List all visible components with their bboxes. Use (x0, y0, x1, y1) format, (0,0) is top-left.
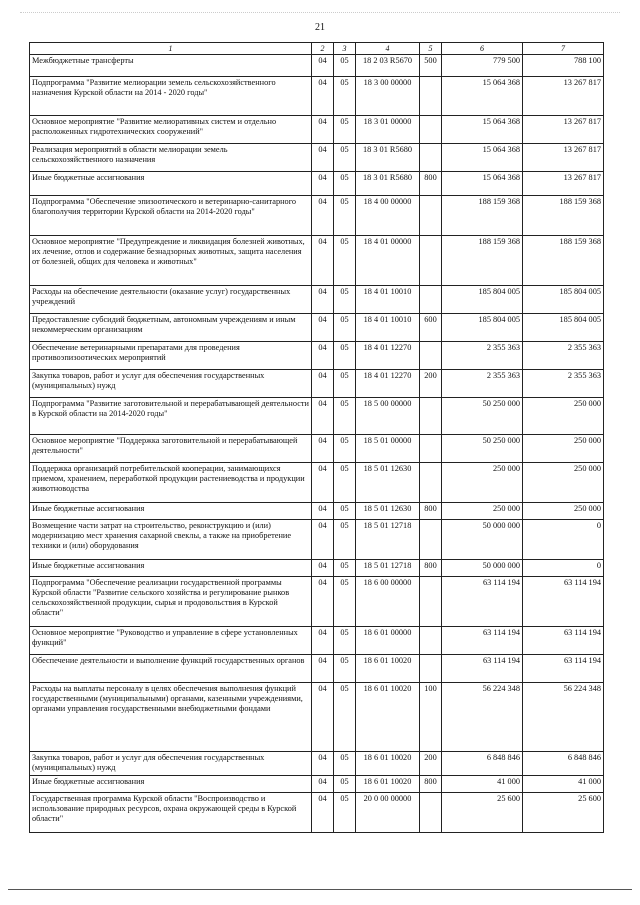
subsection-code-cell: 05 (334, 435, 356, 463)
row-name-cell: Обеспечение ветеринарными препаратами для проведения противоэпизоотических мероприятий (30, 342, 312, 370)
target-article-cell: 18 6 01 00000 (356, 627, 420, 655)
amount-year2-cell: 250 000 (523, 503, 604, 520)
row-name-cell: Основное мероприятие "Предупреждение и ликвидация болезней животных, их лечение, отлов и содержание безнадзорных животных, защита населения от болезней, общих для человека и животных" (30, 236, 312, 286)
table-row (30, 236, 604, 286)
target-article-cell: 18 4 01 00000 (356, 236, 420, 286)
section-code-cell: 04 (312, 503, 334, 520)
section-code-cell: 04 (312, 793, 334, 833)
target-article-cell: 18 5 01 00000 (356, 435, 420, 463)
section-code-cell: 04 (312, 435, 334, 463)
amount-year1-cell: 185 804 005 (442, 314, 523, 342)
expense-type-cell: 800 (420, 560, 442, 577)
row-name-cell: Иные бюджетные ассигнования (30, 503, 312, 520)
target-article-cell: 18 4 00 00000 (356, 196, 420, 236)
expense-type-cell: 800 (420, 503, 442, 520)
table-row (30, 560, 604, 577)
expense-type-cell: 200 (420, 370, 442, 398)
table-row (30, 196, 604, 236)
expense-type-cell (420, 236, 442, 286)
amount-year1-cell: 25 600 (442, 793, 523, 833)
amount-year1-cell: 2 355 363 (442, 370, 523, 398)
expense-type-cell (420, 655, 442, 683)
table-row (30, 793, 604, 833)
table-row (30, 116, 604, 144)
expense-type-cell (420, 342, 442, 370)
section-code-cell: 04 (312, 776, 334, 793)
table-row (30, 55, 604, 77)
amount-year2-cell: 188 159 368 (523, 236, 604, 286)
amount-year1-cell: 250 000 (442, 503, 523, 520)
table-row (30, 314, 604, 342)
row-name-cell: Поддержка организаций потребительской кооперации, занимающихся приемом, хранением, переработкой продукции растениеводства и продукции животноводства (30, 463, 312, 503)
amount-year1-cell: 779 500 (442, 55, 523, 77)
subsection-code-cell: 05 (334, 683, 356, 752)
target-article-cell: 18 6 00 00000 (356, 577, 420, 627)
amount-year1-cell: 15 064 368 (442, 144, 523, 172)
column-header: 5 (420, 43, 442, 55)
subsection-code-cell: 05 (334, 752, 356, 776)
subsection-code-cell: 05 (334, 463, 356, 503)
row-name-cell: Подпрограмма "Развитие мелиорации земель сельскохозяйственного назначения Курской области на 2014 - 2020 годы" (30, 77, 312, 116)
target-article-cell: 18 3 00 00000 (356, 77, 420, 116)
amount-year2-cell: 788 100 (523, 55, 604, 77)
target-article-cell: 18 4 01 12270 (356, 370, 420, 398)
target-article-cell: 18 2 03 R5670 (356, 55, 420, 77)
expense-type-cell: 800 (420, 776, 442, 793)
amount-year2-cell: 250 000 (523, 398, 604, 435)
expense-type-cell: 600 (420, 314, 442, 342)
amount-year1-cell: 6 848 846 (442, 752, 523, 776)
expense-type-cell (420, 520, 442, 560)
amount-year1-cell: 63 114 194 (442, 577, 523, 627)
amount-year2-cell: 13 267 817 (523, 144, 604, 172)
row-name-cell: Обеспечение деятельности и выполнение функций государственных органов (30, 655, 312, 683)
expense-type-cell (420, 577, 442, 627)
amount-year1-cell: 185 804 005 (442, 286, 523, 314)
section-code-cell: 04 (312, 236, 334, 286)
table-body (30, 55, 604, 833)
row-name-cell: Иные бюджетные ассигнования (30, 172, 312, 196)
expense-type-cell: 200 (420, 752, 442, 776)
row-name-cell: Расходы на выплаты персоналу в целях обеспечения выполнения функций государственными (муниципальными) органами, казенными учреждениями, органами управления государственными внебюджетными фондами (30, 683, 312, 752)
table-row (30, 144, 604, 172)
column-header: 2 (312, 43, 334, 55)
amount-year1-cell: 56 224 348 (442, 683, 523, 752)
table-row (30, 752, 604, 776)
section-code-cell: 04 (312, 655, 334, 683)
table-row (30, 435, 604, 463)
budget-table (29, 42, 604, 833)
subsection-code-cell: 05 (334, 286, 356, 314)
table-row (30, 627, 604, 655)
scan-edge-top (20, 12, 620, 14)
expense-type-cell (420, 77, 442, 116)
scan-edge-bottom (8, 889, 632, 890)
amount-year1-cell: 50 250 000 (442, 435, 523, 463)
amount-year1-cell: 50 250 000 (442, 398, 523, 435)
subsection-code-cell: 05 (334, 196, 356, 236)
amount-year1-cell: 2 355 363 (442, 342, 523, 370)
expense-type-cell (420, 793, 442, 833)
expense-type-cell (420, 398, 442, 435)
subsection-code-cell: 05 (334, 116, 356, 144)
amount-year2-cell: 250 000 (523, 463, 604, 503)
table-row (30, 286, 604, 314)
target-article-cell: 18 3 01 R5680 (356, 172, 420, 196)
subsection-code-cell: 05 (334, 398, 356, 435)
target-article-cell: 18 4 01 12270 (356, 342, 420, 370)
target-article-cell: 18 5 01 12630 (356, 503, 420, 520)
column-header: 4 (356, 43, 420, 55)
expense-type-cell (420, 627, 442, 655)
section-code-cell: 04 (312, 286, 334, 314)
amount-year2-cell: 250 000 (523, 435, 604, 463)
amount-year2-cell: 13 267 817 (523, 116, 604, 144)
section-code-cell: 04 (312, 144, 334, 172)
expense-type-cell (420, 196, 442, 236)
page-number: 21 (315, 22, 325, 33)
section-code-cell: 04 (312, 398, 334, 435)
amount-year1-cell: 41 000 (442, 776, 523, 793)
amount-year2-cell: 6 848 846 (523, 752, 604, 776)
target-article-cell: 18 5 01 12718 (356, 560, 420, 577)
subsection-code-cell: 05 (334, 314, 356, 342)
section-code-cell: 04 (312, 77, 334, 116)
expense-type-cell (420, 286, 442, 314)
amount-year2-cell: 188 159 368 (523, 196, 604, 236)
amount-year2-cell: 2 355 363 (523, 370, 604, 398)
table-row (30, 655, 604, 683)
row-name-cell: Возмещение части затрат на строительство, реконструкцию и (или) модернизацию мест хранения сахарной свеклы, а также на приобретение техники и (или) оборудования (30, 520, 312, 560)
section-code-cell: 04 (312, 370, 334, 398)
section-code-cell: 04 (312, 172, 334, 196)
subsection-code-cell: 05 (334, 520, 356, 560)
row-name-cell: Расходы на обеспечение деятельности (оказание услуг) государственных учреждений (30, 286, 312, 314)
subsection-code-cell: 05 (334, 560, 356, 577)
expense-type-cell (420, 116, 442, 144)
column-header: 7 (523, 43, 604, 55)
amount-year2-cell: 0 (523, 560, 604, 577)
subsection-code-cell: 05 (334, 55, 356, 77)
target-article-cell: 18 3 01 00000 (356, 116, 420, 144)
table-row (30, 577, 604, 627)
row-name-cell: Закупка товаров, работ и услуг для обеспечения государственных (муниципальных) нужд (30, 752, 312, 776)
table-row (30, 77, 604, 116)
section-code-cell: 04 (312, 683, 334, 752)
table-row (30, 503, 604, 520)
table-row (30, 520, 604, 560)
amount-year2-cell: 25 600 (523, 793, 604, 833)
subsection-code-cell: 05 (334, 793, 356, 833)
row-name-cell: Подпрограмма "Обеспечение реализации государственной программы Курской области "Развитие сельского хозяйства и регулирование рынков сельскохозяйственной продукции, сырья и продовольствия в Курской области" (30, 577, 312, 627)
amount-year2-cell: 41 000 (523, 776, 604, 793)
table-row (30, 776, 604, 793)
expense-type-cell: 500 (420, 55, 442, 77)
amount-year2-cell: 56 224 348 (523, 683, 604, 752)
row-name-cell: Иные бюджетные ассигнования (30, 776, 312, 793)
target-article-cell: 18 5 01 12718 (356, 520, 420, 560)
amount-year1-cell: 50 000 000 (442, 520, 523, 560)
expense-type-cell: 800 (420, 172, 442, 196)
amount-year1-cell: 15 064 368 (442, 172, 523, 196)
table-row (30, 398, 604, 435)
amount-year2-cell: 63 114 194 (523, 627, 604, 655)
amount-year1-cell: 15 064 368 (442, 116, 523, 144)
amount-year2-cell: 2 355 363 (523, 342, 604, 370)
target-article-cell: 18 6 01 10020 (356, 655, 420, 683)
section-code-cell: 04 (312, 627, 334, 655)
target-article-cell: 18 6 01 10020 (356, 776, 420, 793)
section-code-cell: 04 (312, 752, 334, 776)
amount-year2-cell: 13 267 817 (523, 77, 604, 116)
section-code-cell: 04 (312, 577, 334, 627)
subsection-code-cell: 05 (334, 172, 356, 196)
table-row (30, 683, 604, 752)
section-code-cell: 04 (312, 55, 334, 77)
section-code-cell: 04 (312, 463, 334, 503)
subsection-code-cell: 05 (334, 77, 356, 116)
amount-year2-cell: 185 804 005 (523, 286, 604, 314)
subsection-code-cell: 05 (334, 144, 356, 172)
amount-year2-cell: 13 267 817 (523, 172, 604, 196)
section-code-cell: 04 (312, 342, 334, 370)
section-code-cell: 04 (312, 196, 334, 236)
subsection-code-cell: 05 (334, 503, 356, 520)
section-code-cell: 04 (312, 314, 334, 342)
amount-year2-cell: 63 114 194 (523, 577, 604, 627)
row-name-cell: Иные бюджетные ассигнования (30, 560, 312, 577)
target-article-cell: 18 6 01 10020 (356, 752, 420, 776)
amount-year1-cell: 63 114 194 (442, 655, 523, 683)
subsection-code-cell: 05 (334, 776, 356, 793)
subsection-code-cell: 05 (334, 370, 356, 398)
amount-year2-cell: 185 804 005 (523, 314, 604, 342)
subsection-code-cell: 05 (334, 627, 356, 655)
subsection-code-cell: 05 (334, 342, 356, 370)
target-article-cell: 18 5 00 00000 (356, 398, 420, 435)
row-name-cell: Закупка товаров, работ и услуг для обеспечения государственных (муниципальных) нужд (30, 370, 312, 398)
amount-year1-cell: 188 159 368 (442, 236, 523, 286)
subsection-code-cell: 05 (334, 236, 356, 286)
subsection-code-cell: 05 (334, 577, 356, 627)
target-article-cell: 18 4 01 10010 (356, 314, 420, 342)
column-header: 6 (442, 43, 523, 55)
expense-type-cell (420, 435, 442, 463)
row-name-cell: Государственная программа Курской области "Воспроизводство и использование природных ресурсов, охрана окружающей среды в Курской области" (30, 793, 312, 833)
row-name-cell: Реализация мероприятий в области мелиорации земель сельскохозяйственного назначения (30, 144, 312, 172)
table-row (30, 172, 604, 196)
subsection-code-cell: 05 (334, 655, 356, 683)
row-name-cell: Подпрограмма "Обеспечение эпизоотического и ветеринарно-санитарного благополучия территории Курской области на 2014-2020 годы" (30, 196, 312, 236)
target-article-cell: 20 0 00 00000 (356, 793, 420, 833)
expense-type-cell (420, 144, 442, 172)
table-row (30, 342, 604, 370)
amount-year1-cell: 250 000 (442, 463, 523, 503)
row-name-cell: Основное мероприятие "Поддержка заготовительной и перерабатывающей деятельности" (30, 435, 312, 463)
amount-year1-cell: 50 000 000 (442, 560, 523, 577)
expense-type-cell (420, 463, 442, 503)
section-code-cell: 04 (312, 560, 334, 577)
amount-year2-cell: 63 114 194 (523, 655, 604, 683)
row-name-cell: Межбюджетные трансферты (30, 55, 312, 77)
column-header: 3 (334, 43, 356, 55)
target-article-cell: 18 3 01 R5680 (356, 144, 420, 172)
section-code-cell: 04 (312, 520, 334, 560)
amount-year1-cell: 188 159 368 (442, 196, 523, 236)
column-header: 1 (30, 43, 312, 55)
row-name-cell: Основное мероприятие "Развитие мелиоративных систем и отдельно расположенных гидротехнических сооружений" (30, 116, 312, 144)
table-header-row (30, 43, 604, 55)
amount-year1-cell: 15 064 368 (442, 77, 523, 116)
section-code-cell: 04 (312, 116, 334, 144)
amount-year2-cell: 0 (523, 520, 604, 560)
target-article-cell: 18 5 01 12630 (356, 463, 420, 503)
table-row (30, 370, 604, 398)
expense-type-cell: 100 (420, 683, 442, 752)
amount-year1-cell: 63 114 194 (442, 627, 523, 655)
row-name-cell: Предоставление субсидий бюджетным, автономным учреждениям и иным некоммерческим организациям (30, 314, 312, 342)
row-name-cell: Подпрограмма "Развитие заготовительной и перерабатывающей деятельности в Курской области на 2014-2020 годы" (30, 398, 312, 435)
row-name-cell: Основное мероприятие "Руководство и управление в сфере установленных функций" (30, 627, 312, 655)
target-article-cell: 18 4 01 10010 (356, 286, 420, 314)
table-row (30, 463, 604, 503)
target-article-cell: 18 6 01 10020 (356, 683, 420, 752)
